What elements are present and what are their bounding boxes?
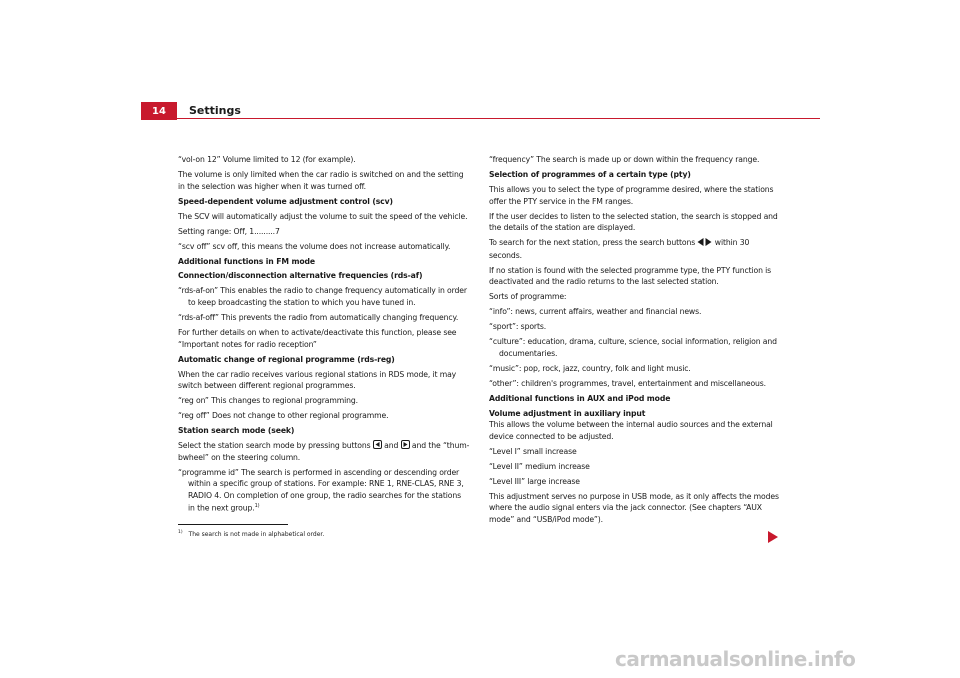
paragraph: “culture”: education, drama, culture, science, social information, religion and documentaries. bbox=[489, 337, 777, 358]
paragraph: This allows you to select the type of programme desired, where the stations offer the PTY service in the FM ranges. bbox=[489, 184, 774, 206]
paragraph: “other”: children's programmes, travel, entertainment and miscellaneous. bbox=[489, 378, 767, 388]
paragraph: “rds-af-on” This enables the radio to change frequency automatically in order to keep broadcasting the station to which you have tuned in. bbox=[178, 286, 467, 308]
paragraph: Additional functions in AUX and iPod mode bbox=[489, 393, 671, 403]
paragraph: Selection of programmes of a certain type (pty) bbox=[489, 169, 691, 179]
paragraph: When the car radio receives various regional stations in RDS mode, it may switch between different regional programmes. bbox=[178, 369, 457, 391]
paragraph: “rds-af-off” This prevents the radio from automatically changing frequency. bbox=[178, 313, 459, 323]
paragraph: For further details on when to activate/deactivate this function, please see “Important notes for radio reception” bbox=[178, 328, 457, 349]
paragraph: “Level III” large increase bbox=[489, 476, 580, 486]
next-page-arrow-icon bbox=[768, 528, 778, 547]
search-text-after: within 30 seconds. bbox=[489, 238, 750, 260]
paragraph: “sport”: sports. bbox=[489, 322, 547, 332]
paragraph: Setting range: Off, 1.........7 bbox=[178, 226, 280, 236]
seek-left-button-icon bbox=[373, 440, 382, 449]
footnote-rule bbox=[178, 524, 288, 525]
right-paragraphs-bottom bbox=[489, 265, 781, 526]
paragraph: “vol-on 12” Volume limited to 12 (for example). bbox=[178, 155, 356, 164]
seek-right-button-icon bbox=[401, 440, 410, 449]
seek-text-before: Select the station search mode by pressing buttons bbox=[178, 441, 373, 451]
seek-paragraph bbox=[178, 440, 470, 463]
programme-id-text: “programme id” The search is performed in ascending or descending order within a specific group of stations. For example: RNE 1, RNE-CLAS, RNE 3, RADIO 4. On completion of one group, the radio searches for the stations in the next group. bbox=[178, 467, 464, 514]
search-paragraph bbox=[489, 237, 781, 261]
paragraph: “reg off” Does not change to other regional programme. bbox=[178, 411, 389, 421]
watermark: carmanualsonline.info bbox=[615, 647, 856, 671]
search-text-before: To search for the next station, press the search buttons bbox=[489, 238, 698, 248]
paragraph: “scv off” scv off, this means the volume does not increase automatically. bbox=[178, 241, 451, 251]
paragraph: Connection/disconnection alternative frequencies (rds-af) bbox=[178, 271, 423, 281]
page-title: Settings bbox=[189, 104, 241, 117]
page-number: 14 bbox=[141, 102, 177, 120]
paragraph: Additional functions in FM mode bbox=[178, 256, 315, 266]
footnote-ref: 1) bbox=[254, 503, 260, 510]
header-rule bbox=[177, 118, 820, 119]
paragraph: “Level I” small increase bbox=[489, 446, 577, 456]
seek-text-middle: and bbox=[381, 441, 401, 451]
paragraph: This allows the volume between the internal audio sources and the external device connected to be adjusted. bbox=[489, 420, 773, 441]
right-column bbox=[489, 154, 781, 529]
paragraph: This adjustment serves no purpose in USB mode, as it only affects the modes where the audio signal enters via the jack connector. (See chapters “AUX mode” and “USB/iPod mode”). bbox=[489, 491, 779, 525]
paragraph: The SCV will automatically adjust the volume to suit the speed of the vehicle. bbox=[178, 211, 468, 221]
paragraph: “frequency” The search is made up or down within the frequency range. bbox=[489, 155, 760, 164]
paragraph: “info”: news, current affairs, weather and financial news. bbox=[489, 307, 702, 317]
paragraph: The volume is only limited when the car radio is switched on and the setting in the selection was higher when it was turned off. bbox=[178, 169, 464, 191]
footnote-text: The search is not made in alphabetical order. bbox=[188, 531, 325, 538]
paragraph: Automatic change of regional programme (rds-reg) bbox=[178, 354, 395, 364]
paragraph: “music”: pop, rock, jazz, country, folk and light music. bbox=[489, 363, 691, 373]
paragraph: “reg on” This changes to regional programming. bbox=[178, 396, 358, 406]
search-left-arrow-icon bbox=[697, 238, 704, 250]
seek-text-after: and the “thum-bwheel” on the steering column. bbox=[178, 441, 470, 462]
paragraph: If the user decides to listen to the selected station, the search is stopped and the details of the station are displayed. bbox=[489, 211, 778, 233]
programme-id-paragraph bbox=[178, 467, 470, 515]
paragraph: “Level II” medium increase bbox=[489, 461, 590, 471]
paragraph: Volume adjustment in auxiliary input bbox=[489, 408, 646, 418]
left-column bbox=[178, 154, 470, 518]
left-paragraphs bbox=[178, 154, 470, 437]
paragraph: Station search mode (seek) bbox=[178, 426, 295, 436]
footnote bbox=[178, 530, 324, 538]
footnote-marker: 1) bbox=[178, 530, 183, 535]
paragraph: If no station is found with the selected programme type, the PTY function is deactivated and the radio returns to the last selected station. bbox=[489, 265, 772, 287]
right-paragraphs-top bbox=[489, 154, 781, 234]
paragraph: Sorts of programme: bbox=[489, 292, 567, 302]
paragraph: Speed-dependent volume adjustment control (scv) bbox=[178, 196, 393, 206]
